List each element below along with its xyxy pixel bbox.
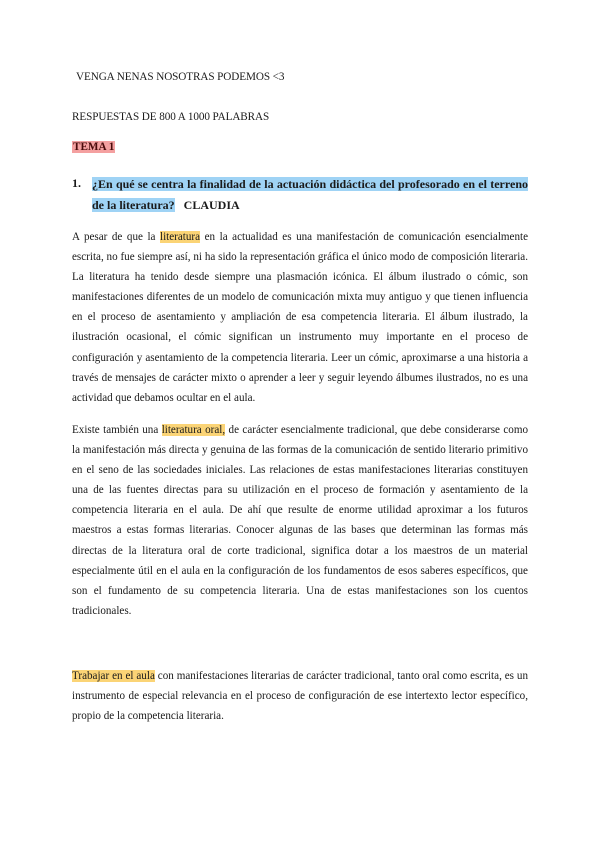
word-count-line: RESPUESTAS DE 800 A 1000 PALABRAS: [72, 111, 270, 123]
question-text: ¿En qué se centra la finalidad de la actuación didáctica del profesorado en el terreno de la literatura?: [92, 177, 528, 212]
paragraph-text: Existe también una: [72, 424, 162, 436]
paragraph-3: [72, 666, 528, 726]
paragraph-text: de carácter esencialmente tradicional, que debe considerarse como la manifestación más directa y genuina de las formas de la comunicación de sentido literario primitivo en el seno de las sociedades iniciales. Las relaciones de estas manifestaciones literarias constituyen una de las fuentes directas para su utilización en el proceso de formación y asentamiento de la competencia literaria en el aula. De ahí que resulte de enorme utilidad aproximar a los futuros maestros a estas formas literarias. Conocer algunas de las bases que determinan las formas más directas de la literatura oral de corte tradicional, significa dotar a los maestros de un material especialmente útil en el aula en la configuración de los fundamentos de esos saberes específicos, que son el fundamento de su competencia literaria. Una de estas manifestaciones son los cuentos tradicionales.: [72, 424, 528, 617]
question-author: CLAUDIA: [183, 198, 240, 212]
paragraph-text: con manifestaciones literarias de carácter tradicional, tanto oral como escrita, es un instrumento de especial relevancia en el proceso de configuración de ese intertexto lector específico, propio de la competencia literaria.: [72, 670, 528, 723]
highlighted-term: literatura oral,: [161, 424, 226, 436]
topic-heading: TEMA 1: [73, 141, 115, 153]
question-heading: [92, 174, 528, 216]
paragraph-text: en la actualidad es una manifestación de comunicación esencialmente escrita, no fue siempre así, ni ha sido la representación gráfica el único modo de composición literaria. La literatura ha tenido desde siempre una plasmación icónica. El álbum ilustrado o cómic, son manifestaciones diferentes de un modelo de comunicación mixta muy antiguo y que tienen influencia en el proceso de asentamiento y ampliación de esa competencia literaria. El álbum ilustrado, la ilustración ocasional, el cómic significan un instrumento muy importante en el proceso de configuración y asentamiento de la competencia literaria. Leer un cómic, aproximarse a una historia a través de mensajes de carácter mixto o aprender a leer y seguir leyendo álbumes ilustrados, no es una actividad que debamos ocultar en el aula.: [72, 231, 529, 404]
paragraph-1: [72, 227, 528, 408]
intro-line: VENGA NENAS NOSOTRAS PODEMOS <3: [76, 71, 285, 83]
question-number: 1.: [72, 176, 81, 190]
highlighted-term: literatura: [160, 231, 201, 243]
highlighted-term: Trabajar en el aula: [72, 670, 155, 682]
paragraph-text: A pesar de que la: [72, 231, 161, 243]
paragraph-2: [72, 420, 528, 621]
